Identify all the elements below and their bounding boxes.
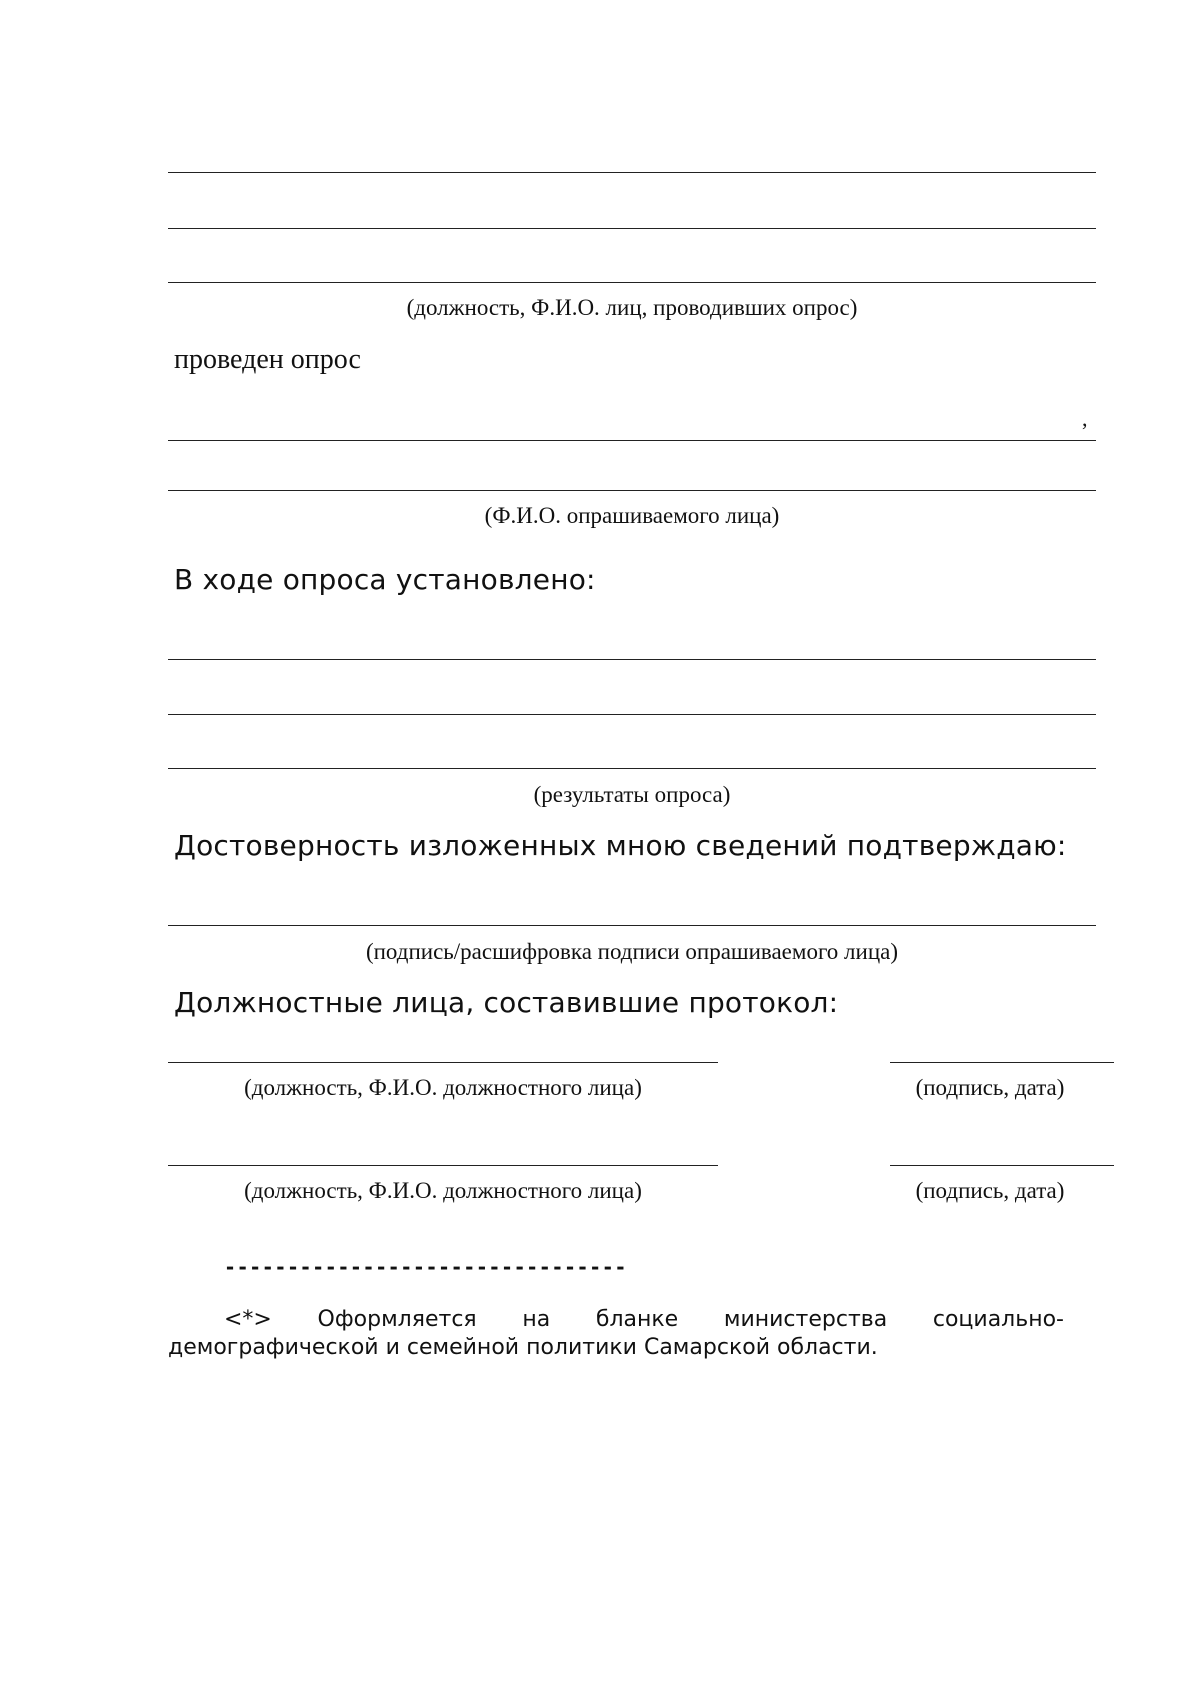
survey-conducted-label: проведен опрос — [174, 344, 361, 375]
respondent-comma: , — [1082, 406, 1088, 431]
official-1-position-line — [168, 1062, 718, 1063]
official-2-position-caption: (должность, Ф.И.О. должностного лица) — [244, 1178, 642, 1203]
footnote-text: <*> Оформляется на бланке министерства социально-демографической и семейной политики Самарской области. — [168, 1307, 1064, 1360]
respondent-line-2 — [168, 490, 1096, 491]
confirmation-caption: (подпись/расшифровка подписи опрашиваемого лица) — [365, 939, 899, 964]
confirmation-heading: Достоверность изложенных мною сведений подтверждаю: — [174, 829, 1067, 862]
results-line-3 — [168, 768, 1096, 769]
official-1-signature-caption: (подпись, дата) — [915, 1075, 1065, 1100]
official-2-signature-line — [890, 1165, 1114, 1166]
results-line-1 — [168, 659, 1096, 660]
official-1-position-caption: (должность, Ф.И.О. должностного лица) — [244, 1075, 642, 1100]
conductor-caption: (должность, Ф.И.О. лиц, проводивших опрос) — [406, 295, 858, 320]
results-caption: (результаты опроса) — [533, 782, 731, 807]
respondent-caption: (Ф.И.О. опрашиваемого лица) — [484, 503, 780, 528]
footnote-separator: -------------------------------- — [224, 1255, 627, 1279]
officials-heading: Должностные лица, составившие протокол: — [174, 986, 839, 1019]
conductor-line-3 — [168, 282, 1096, 283]
official-2-signature-caption: (подпись, дата) — [915, 1178, 1065, 1203]
official-2-position-line — [168, 1165, 718, 1166]
results-heading: В ходе опроса установлено: — [174, 563, 596, 596]
confirmation-signature-line — [168, 925, 1096, 926]
official-1-signature-line — [890, 1062, 1114, 1063]
respondent-line-1 — [168, 440, 1096, 441]
results-line-2 — [168, 714, 1096, 715]
conductor-line-1 — [168, 172, 1096, 173]
conductor-line-2 — [168, 228, 1096, 229]
